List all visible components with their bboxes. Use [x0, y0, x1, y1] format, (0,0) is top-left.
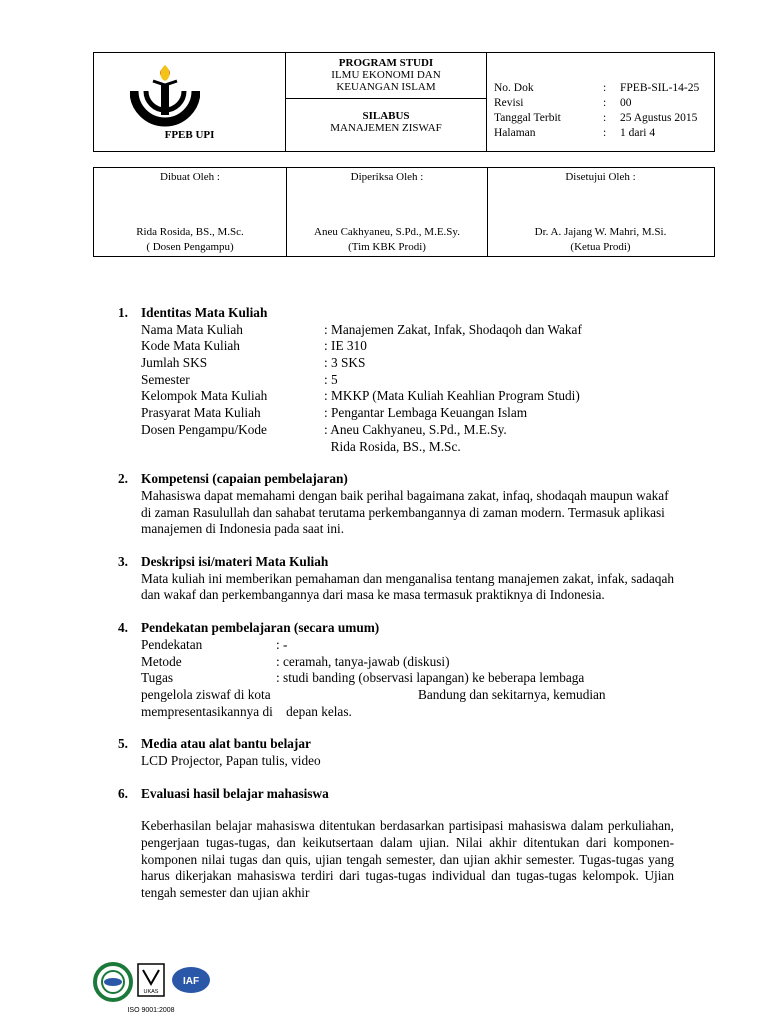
approach-value: : studi banding (observasi lapangan) ke beberapa lembaga — [276, 670, 585, 686]
program-label: PROGRAM STUDI — [338, 57, 434, 69]
approach-key: Metode — [141, 653, 182, 669]
identity-value: : Aneu Cakhyaneu, S.Pd., M.E.Sy. — [324, 421, 507, 437]
identity-row — [141, 372, 674, 389]
section-media — [118, 736, 674, 769]
identity-key: Semester — [141, 371, 190, 387]
meta-value: 00 — [620, 97, 632, 109]
meta-value: 25 Agustus 2015 — [620, 112, 698, 124]
identity-row — [141, 338, 674, 355]
program-block — [286, 53, 486, 99]
section-title: Kompetensi (capaian pembelajaran) — [141, 471, 348, 487]
syllabus-body — [118, 305, 674, 902]
identity-value: : Manajemen Zakat, Infak, Shodaqoh dan Wakaf — [324, 321, 582, 337]
section-competence — [118, 471, 674, 538]
identity-key: Prasyarat Mata Kuliah — [141, 405, 261, 421]
identity-key: Dosen Pengampu/Kode — [141, 421, 267, 437]
signature-role: ( Dosen Pengampu) — [146, 241, 234, 253]
signature-approved-by — [487, 168, 713, 256]
identity-value: : IE 310 — [324, 338, 367, 354]
approach-continuation — [141, 704, 674, 721]
identity-row — [141, 322, 674, 339]
approach-key: Pendekatan — [141, 636, 203, 652]
section-number: 4. — [118, 620, 128, 636]
signature-made-by — [94, 168, 286, 256]
identity-key: Jumlah SKS — [141, 355, 208, 371]
section-description — [118, 554, 674, 604]
section-text: Mahasiswa dapat memahami dengan baik perihal bagaimana zakat, infaq, shodaqah maupun wakaf di zaman Rasulullah dan sahabat terutama perkembangannya di zaman modern. Termasuk aplikasi manajemen di Indonesia pada saat ini. — [141, 487, 669, 537]
section-number: 3. — [118, 554, 128, 570]
section-text: Keberhasilan belajar mahasiswa ditentukan berdasarkan partisipasi mahasiswa dalam perkuliahan, pengerjaan tugas-tugas, dan keikutsertaan dalam ujian. Nilai akhir ditentukan dari komponen-komponen nilai tugas dan quis, ujian tengah semester, dan ujian akhir semester. Tugas-tugas yang harus dikerjakan mahasiswa terdiri dari tugas-tugas individual dan tugas-tugas kelompok. Ujian tengah semester dan ujian akhir — [141, 818, 674, 901]
meta-sep: : — [603, 82, 607, 94]
meta-label: Revisi — [494, 97, 524, 109]
approach-cont-b: Bandung dan sekitarnya, kemudian — [418, 686, 606, 702]
program-line-1: ILMU EKONOMI DAN — [331, 69, 441, 81]
section-title: Evaluasi hasil belajar mahasiswa — [141, 785, 329, 801]
section-title: Media atau alat bantu belajar — [141, 736, 311, 752]
document-meta-cell — [487, 53, 714, 151]
signature-heading: Diperiksa Oleh : — [350, 171, 424, 183]
approach-cont-a: pengelola ziswaf di kota — [141, 686, 271, 702]
logo-cell — [94, 53, 286, 151]
identity-key: Nama Mata Kuliah — [141, 321, 243, 337]
section-number: 5. — [118, 736, 128, 752]
section-approach — [118, 620, 674, 720]
section-number: 6. — [118, 785, 128, 801]
certification-badges-icon — [93, 958, 223, 1016]
section-title: Pendekatan pembelajaran (secara umum) — [141, 620, 380, 636]
approach-row — [141, 637, 674, 654]
meta-sep: : — [603, 127, 607, 139]
course-title: MANAJEMEN ZISWAF — [330, 122, 442, 134]
institution-name: FPEB UPI — [164, 129, 215, 141]
signature-name: Dr. A. Jajang W. Mahri, M.Si. — [534, 226, 667, 238]
identity-value: : 3 SKS — [324, 355, 366, 371]
upi-logo-icon — [130, 61, 200, 127]
approach-continuation — [141, 687, 674, 704]
identity-value: Rida Rosida, BS., M.Sc. — [324, 438, 461, 454]
meta-label: Tanggal Terbit — [494, 112, 561, 124]
program-cell — [286, 53, 487, 151]
signature-name: Rida Rosida, BS., M.Sc. — [136, 226, 244, 238]
section-identity — [118, 305, 674, 455]
signature-heading: Dibuat Oleh : — [160, 171, 220, 183]
approach-value: : - — [276, 636, 288, 652]
section-text: Mata kuliah ini memberikan pemahaman dan menganalisa tentang manajemen zakat, infak, sadaqah dan wakaf dan perkembangannya dari masa ke masa termasuk praktiknya di Indonesia. — [141, 570, 674, 603]
identity-row — [141, 422, 674, 439]
identity-row — [141, 405, 674, 422]
program-line-2: KEUANGAN ISLAM — [336, 81, 436, 93]
identity-row — [141, 355, 674, 372]
identity-key: Kelompok Mata Kuliah — [141, 388, 268, 404]
signature-role: (Ketua Prodi) — [570, 241, 631, 253]
section-text: LCD Projector, Papan tulis, video — [141, 752, 321, 768]
approach-row — [141, 670, 674, 687]
meta-value: 1 dari 4 — [620, 127, 656, 139]
signature-role: (Tim KBK Prodi) — [348, 241, 426, 253]
approach-value: : ceramah, tanya-jawab (diskusi) — [276, 653, 450, 669]
signature-heading: Disetujui Oleh : — [565, 171, 636, 183]
meta-sep: : — [603, 112, 607, 124]
section-title: Identitas Mata Kuliah — [141, 305, 268, 320]
identity-row — [141, 388, 674, 405]
section-title: Deskripsi isi/materi Mata Kuliah — [141, 554, 329, 570]
doc-type: SILABUS — [362, 110, 410, 122]
signature-name: Aneu Cakhyaneu, S.Pd., M.E.Sy. — [314, 226, 460, 238]
iaf-badge-label: IAF — [182, 976, 200, 987]
syllabus-block — [286, 99, 486, 151]
meta-value: FPEB-SIL-14-25 — [620, 82, 700, 94]
approach-cont-c: mempresentasikannya di depan kelas. — [141, 703, 352, 719]
identity-value: : 5 — [324, 371, 338, 387]
identity-row — [141, 439, 674, 456]
section-number: 2. — [118, 471, 128, 487]
section-number: 1. — [118, 305, 128, 320]
section-evaluation — [118, 786, 674, 902]
ukas-badge-label: UKAS — [143, 989, 159, 995]
meta-label: Halaman — [494, 127, 536, 139]
approach-key: Tugas — [141, 670, 174, 686]
identity-value: : MKKP (Mata Kuliah Keahlian Program Studi) — [324, 388, 580, 404]
signature-checked-by — [286, 168, 487, 256]
meta-sep: : — [603, 97, 607, 109]
document-header-table — [93, 52, 715, 152]
signature-table — [93, 167, 715, 257]
meta-label: No. Dok — [494, 82, 534, 94]
identity-value: : Pengantar Lembaga Keuangan Islam — [324, 405, 528, 421]
identity-key: Kode Mata Kuliah — [141, 338, 240, 354]
iso-cert-label: ISO 9001:2008 — [127, 1007, 175, 1014]
approach-row — [141, 654, 674, 671]
certification-logos — [93, 958, 223, 1016]
